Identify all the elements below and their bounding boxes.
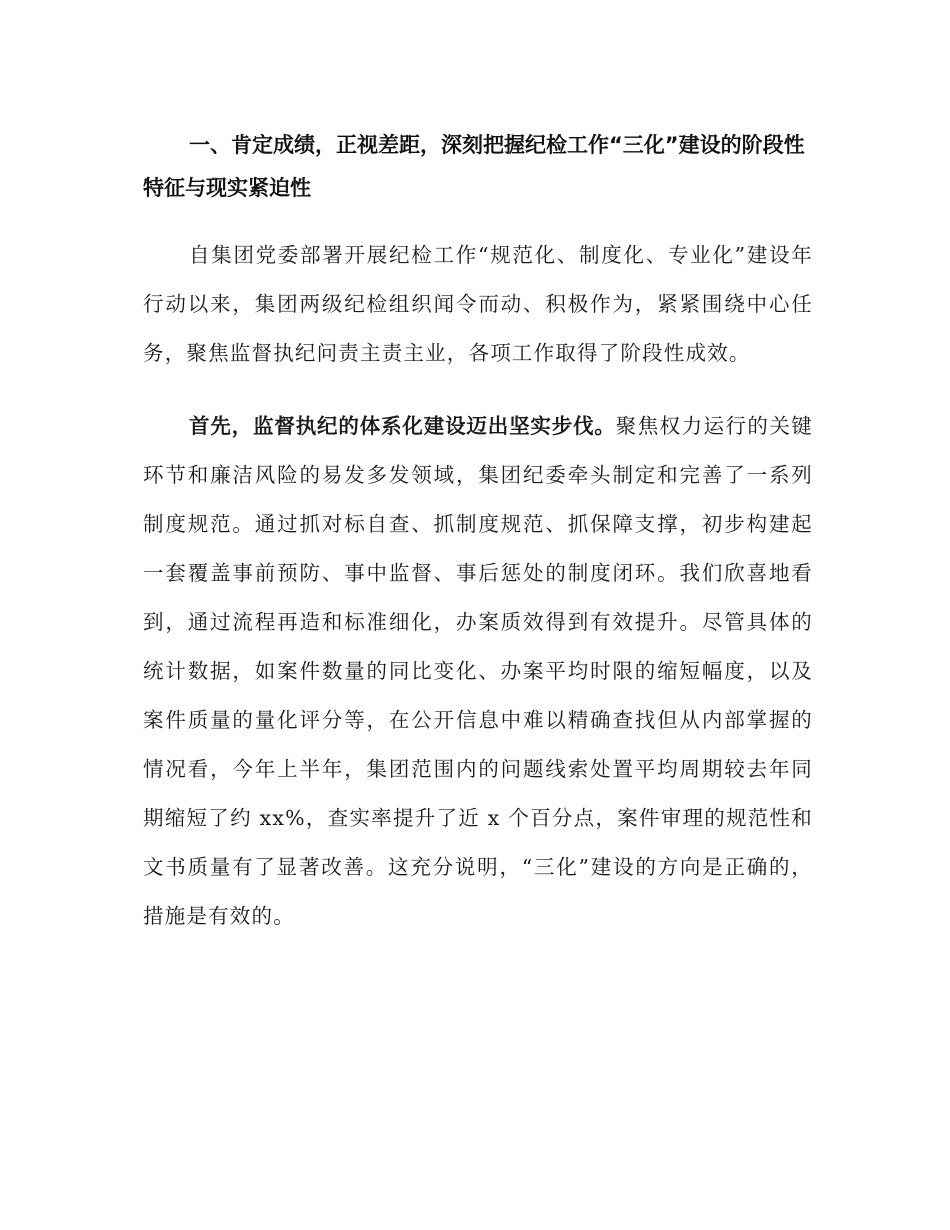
document-page bbox=[143, 124, 813, 941]
paragraph-supervision-text: 聚焦权力运行的关键环节和廉洁风险的易发多发领域，集团纪委牵头制定和完善了一系列制度规范。通过抓对标自查、抓制度规范、抓保障支撑，初步构建起一套覆盖事前预防、事中监督、事后惩处的制度闭环。我们欣喜地看到，通过流程再造和标准细化，办案质效得到有效提升。尽管具体的统计数据，如案件数量的同比变化、办案平均时限的缩短幅度，以及案件质量的量化评分等，在公开信息中难以精确查找但从内部掌握的情况看，今年上半年，集团范围内的问题线索处置平均周期较去年同期缩短了约 xx%，查实率提升了近 x 个百分点，案件审理的规范性和文书质量有了显著改善。这充分说明，“三化”建设的方向是正确的，措施是有效的。 bbox=[143, 414, 813, 928]
paragraph-lead-sentence: 首先，监督执纪的体系化建设迈出坚实步伐。 bbox=[189, 414, 616, 438]
paragraph-intro bbox=[143, 231, 813, 378]
paragraph-intro-text: 自集团党委部署开展纪检工作“规范化、制度化、专业化”建设年行动以来，集团两级纪检组织闻令而动、积极作为，紧紧围绕中心任务，聚焦监督执纪问责主责主业，各项工作取得了阶段性成效。 bbox=[143, 243, 813, 365]
section-heading: 一、肯定成绩，正视差距，深刻把握纪检工作“三化”建设的阶段性特征与现实紧迫性 bbox=[143, 133, 805, 200]
paragraph-supervision bbox=[143, 402, 813, 941]
